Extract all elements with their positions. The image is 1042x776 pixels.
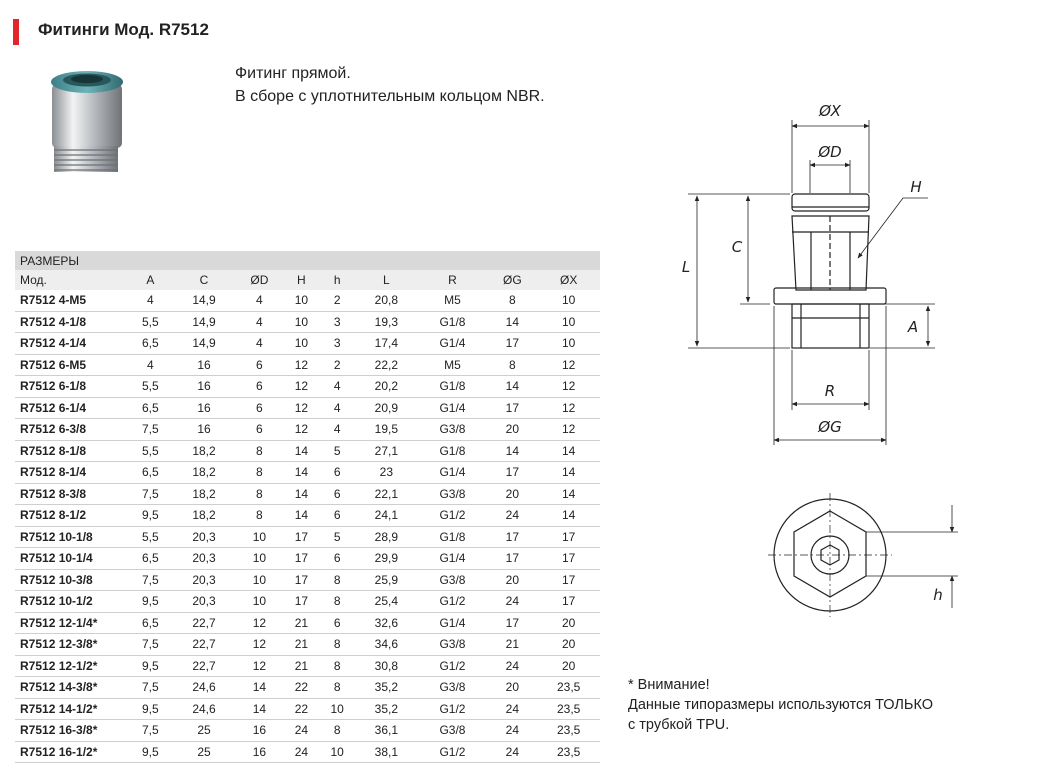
value-cell: G3/8: [418, 569, 488, 591]
value-cell: 12: [537, 397, 600, 419]
value-cell: G1/4: [418, 333, 488, 355]
value-cell: 6,5: [128, 612, 173, 634]
value-cell: 8: [319, 677, 355, 699]
value-cell: 14: [284, 440, 320, 462]
value-cell: 20: [537, 655, 600, 677]
value-cell: 10: [284, 333, 320, 355]
fitting-top-view: [768, 493, 892, 617]
model-cell: R7512 8-3/8: [15, 483, 128, 505]
value-cell: 12: [537, 354, 600, 376]
value-cell: 17: [537, 526, 600, 548]
value-cell: 5,5: [128, 526, 173, 548]
product-photo: [38, 62, 138, 182]
value-cell: G3/8: [418, 419, 488, 441]
value-cell: 5,5: [128, 376, 173, 398]
value-cell: 32,6: [355, 612, 418, 634]
value-cell: 16: [235, 720, 283, 742]
table-row: [15, 634, 600, 656]
value-cell: 8: [487, 290, 537, 311]
value-cell: 27,1: [355, 440, 418, 462]
value-cell: G1/2: [418, 698, 488, 720]
value-cell: 22,7: [173, 655, 236, 677]
value-cell: 30,8: [355, 655, 418, 677]
value-cell: 6: [235, 376, 283, 398]
table-row: [15, 548, 600, 570]
model-cell: R7512 6-1/4: [15, 397, 128, 419]
value-cell: 17: [537, 591, 600, 613]
value-cell: 12: [284, 397, 320, 419]
value-cell: 25,4: [355, 591, 418, 613]
note-line: с трубкой TPU.: [628, 717, 730, 733]
value-cell: 23,5: [537, 720, 600, 742]
value-cell: 12: [537, 419, 600, 441]
value-cell: 8: [319, 655, 355, 677]
label-l: L: [681, 258, 691, 276]
value-cell: 6: [319, 612, 355, 634]
value-cell: 17: [537, 548, 600, 570]
column-header: L: [355, 270, 418, 290]
label-h-small: h: [933, 586, 943, 604]
value-cell: 16: [235, 741, 283, 763]
value-cell: 4: [319, 397, 355, 419]
column-header: ØX: [537, 270, 600, 290]
table-row: [15, 354, 600, 376]
value-cell: 20,9: [355, 397, 418, 419]
value-cell: 18,2: [173, 462, 236, 484]
value-cell: 4: [235, 290, 283, 311]
value-cell: 10: [319, 698, 355, 720]
value-cell: 6: [319, 548, 355, 570]
label-x: ØX: [819, 102, 841, 120]
table-column-headers: [15, 270, 600, 290]
value-cell: 10: [284, 311, 320, 333]
value-cell: 14,9: [173, 290, 236, 311]
model-cell: R7512 12-3/8*: [15, 634, 128, 656]
value-cell: 14: [235, 698, 283, 720]
value-cell: 17: [537, 569, 600, 591]
value-cell: 14,9: [173, 311, 236, 333]
table-row: [15, 333, 600, 355]
value-cell: 4: [319, 419, 355, 441]
value-cell: 8: [319, 634, 355, 656]
model-cell: R7512 10-1/2: [15, 591, 128, 613]
value-cell: 21: [284, 655, 320, 677]
value-cell: 21: [284, 612, 320, 634]
table-body: [15, 290, 600, 763]
value-cell: 17: [487, 333, 537, 355]
value-cell: 7,5: [128, 419, 173, 441]
value-cell: 5,5: [128, 311, 173, 333]
value-cell: 20: [487, 569, 537, 591]
value-cell: 17,4: [355, 333, 418, 355]
value-cell: 14: [487, 311, 537, 333]
value-cell: 17: [487, 548, 537, 570]
value-cell: 34,6: [355, 634, 418, 656]
value-cell: 9,5: [128, 741, 173, 763]
value-cell: 24: [487, 505, 537, 527]
value-cell: 22,2: [355, 354, 418, 376]
table-row: [15, 698, 600, 720]
value-cell: G1/4: [418, 548, 488, 570]
value-cell: 20: [487, 483, 537, 505]
warning-note: [628, 675, 933, 735]
model-cell: R7512 4-1/4: [15, 333, 128, 355]
value-cell: 14: [537, 440, 600, 462]
value-cell: 8: [487, 354, 537, 376]
value-cell: G1/2: [418, 505, 488, 527]
column-header: H: [284, 270, 320, 290]
value-cell: G1/4: [418, 612, 488, 634]
table-row: [15, 483, 600, 505]
value-cell: 38,1: [355, 741, 418, 763]
value-cell: 20,3: [173, 526, 236, 548]
value-cell: 20,8: [355, 290, 418, 311]
value-cell: G1/2: [418, 741, 488, 763]
label-a: A: [907, 318, 919, 336]
table-row: [15, 612, 600, 634]
value-cell: 12: [235, 655, 283, 677]
value-cell: 8: [319, 591, 355, 613]
value-cell: 4: [235, 311, 283, 333]
column-header: A: [128, 270, 173, 290]
value-cell: 2: [319, 290, 355, 311]
value-cell: 20,3: [173, 548, 236, 570]
value-cell: G3/8: [418, 634, 488, 656]
product-description: [235, 62, 545, 108]
value-cell: 18,2: [173, 505, 236, 527]
value-cell: 17: [487, 462, 537, 484]
value-cell: 12: [284, 419, 320, 441]
model-cell: R7512 8-1/8: [15, 440, 128, 462]
value-cell: 23: [355, 462, 418, 484]
value-cell: 16: [173, 419, 236, 441]
value-cell: 25: [173, 720, 236, 742]
table-row: [15, 569, 600, 591]
value-cell: 24,6: [173, 698, 236, 720]
value-cell: 3: [319, 311, 355, 333]
value-cell: 17: [284, 526, 320, 548]
value-cell: 22,7: [173, 634, 236, 656]
value-cell: 8: [319, 569, 355, 591]
label-r: R: [824, 382, 836, 400]
value-cell: 22,1: [355, 483, 418, 505]
table-row: [15, 397, 600, 419]
value-cell: 8: [235, 462, 283, 484]
value-cell: 10: [319, 741, 355, 763]
table-row: [15, 720, 600, 742]
value-cell: 8: [235, 505, 283, 527]
label-h-hex: H: [910, 178, 922, 196]
value-cell: 7,5: [128, 569, 173, 591]
value-cell: 10: [235, 591, 283, 613]
value-cell: 10: [235, 569, 283, 591]
table-row: [15, 290, 600, 311]
value-cell: 22: [284, 677, 320, 699]
value-cell: 8: [235, 483, 283, 505]
model-cell: R7512 14-1/2*: [15, 698, 128, 720]
column-header: h: [319, 270, 355, 290]
value-cell: 14: [284, 505, 320, 527]
model-cell: R7512 6-M5: [15, 354, 128, 376]
value-cell: G1/8: [418, 376, 488, 398]
value-cell: 20,3: [173, 569, 236, 591]
drawing-labels: [682, 102, 943, 604]
value-cell: 2: [319, 354, 355, 376]
table-row: [15, 462, 600, 484]
value-cell: 20: [537, 612, 600, 634]
value-cell: 12: [284, 376, 320, 398]
note-line: * Внимание!: [628, 677, 710, 693]
value-cell: 6,5: [128, 462, 173, 484]
value-cell: G3/8: [418, 720, 488, 742]
value-cell: 10: [284, 290, 320, 311]
value-cell: 6: [319, 483, 355, 505]
table-row: [15, 419, 600, 441]
value-cell: G1/4: [418, 397, 488, 419]
column-header: ØD: [235, 270, 283, 290]
value-cell: 12: [235, 634, 283, 656]
value-cell: M5: [418, 354, 488, 376]
value-cell: 18,2: [173, 440, 236, 462]
model-cell: R7512 4-1/8: [15, 311, 128, 333]
value-cell: 35,2: [355, 698, 418, 720]
table-row: [15, 677, 600, 699]
value-cell: 9,5: [128, 505, 173, 527]
value-cell: G1/8: [418, 311, 488, 333]
model-cell: R7512 12-1/4*: [15, 612, 128, 634]
value-cell: 19,3: [355, 311, 418, 333]
value-cell: 14: [537, 483, 600, 505]
value-cell: 24: [487, 720, 537, 742]
value-cell: 7,5: [128, 677, 173, 699]
model-cell: R7512 10-1/4: [15, 548, 128, 570]
value-cell: 9,5: [128, 698, 173, 720]
value-cell: 10: [235, 548, 283, 570]
value-cell: 25,9: [355, 569, 418, 591]
model-cell: R7512 8-1/2: [15, 505, 128, 527]
model-cell: R7512 4-M5: [15, 290, 128, 311]
value-cell: 20,2: [355, 376, 418, 398]
value-cell: 4: [128, 354, 173, 376]
value-cell: 14: [487, 440, 537, 462]
value-cell: 23,5: [537, 677, 600, 699]
model-cell: R7512 10-3/8: [15, 569, 128, 591]
value-cell: 12: [235, 612, 283, 634]
value-cell: 6: [319, 505, 355, 527]
value-cell: 18,2: [173, 483, 236, 505]
table-section-header: [15, 251, 600, 270]
value-cell: 20: [487, 677, 537, 699]
table-row: [15, 505, 600, 527]
value-cell: 14: [537, 505, 600, 527]
value-cell: 9,5: [128, 591, 173, 613]
value-cell: 7,5: [128, 720, 173, 742]
model-cell: R7512 16-3/8*: [15, 720, 128, 742]
value-cell: M5: [418, 290, 488, 311]
value-cell: 6,5: [128, 397, 173, 419]
fitting-side-view: [774, 194, 886, 348]
value-cell: 10: [537, 333, 600, 355]
table-row: [15, 376, 600, 398]
value-cell: 5: [319, 526, 355, 548]
value-cell: 4: [128, 290, 173, 311]
value-cell: 24: [284, 720, 320, 742]
column-header: C: [173, 270, 236, 290]
value-cell: 9,5: [128, 655, 173, 677]
value-cell: 12: [284, 354, 320, 376]
value-cell: 17: [284, 569, 320, 591]
value-cell: 16: [173, 397, 236, 419]
value-cell: 8: [235, 440, 283, 462]
label-g: ØG: [818, 418, 842, 436]
value-cell: 16: [173, 354, 236, 376]
value-cell: 20,3: [173, 591, 236, 613]
value-cell: 17: [487, 397, 537, 419]
column-header: Мод.: [15, 270, 128, 290]
value-cell: 6: [235, 354, 283, 376]
value-cell: 22: [284, 698, 320, 720]
table-row: [15, 311, 600, 333]
accent-bar: [13, 19, 19, 45]
value-cell: 22,7: [173, 612, 236, 634]
value-cell: 24: [487, 591, 537, 613]
value-cell: 17: [284, 548, 320, 570]
value-cell: 19,5: [355, 419, 418, 441]
value-cell: G1/2: [418, 591, 488, 613]
column-header: R: [418, 270, 488, 290]
label-d: ØD: [818, 143, 842, 161]
value-cell: 24,6: [173, 677, 236, 699]
value-cell: 3: [319, 333, 355, 355]
table-row: [15, 526, 600, 548]
value-cell: 16: [173, 376, 236, 398]
value-cell: 24,1: [355, 505, 418, 527]
value-cell: 21: [284, 634, 320, 656]
value-cell: G1/8: [418, 526, 488, 548]
table-row: [15, 440, 600, 462]
value-cell: 14: [537, 462, 600, 484]
value-cell: 24: [284, 741, 320, 763]
value-cell: G3/8: [418, 677, 488, 699]
column-header: ØG: [487, 270, 537, 290]
value-cell: 4: [319, 376, 355, 398]
section-label: РАЗМЕРЫ: [15, 251, 600, 270]
description-line: В сборе с уплотнительным кольцом NBR.: [235, 88, 545, 105]
value-cell: 14,9: [173, 333, 236, 355]
value-cell: 6: [319, 462, 355, 484]
value-cell: 6: [235, 397, 283, 419]
value-cell: 17: [487, 612, 537, 634]
value-cell: 28,9: [355, 526, 418, 548]
value-cell: 10: [537, 290, 600, 311]
value-cell: 10: [235, 526, 283, 548]
model-cell: R7512 14-3/8*: [15, 677, 128, 699]
model-cell: R7512 10-1/8: [15, 526, 128, 548]
value-cell: G1/4: [418, 462, 488, 484]
value-cell: 14: [235, 677, 283, 699]
model-cell: R7512 12-1/2*: [15, 655, 128, 677]
dimensions-table: [15, 251, 600, 763]
value-cell: 17: [284, 591, 320, 613]
value-cell: G3/8: [418, 483, 488, 505]
value-cell: 5: [319, 440, 355, 462]
value-cell: 35,2: [355, 677, 418, 699]
value-cell: 6: [235, 419, 283, 441]
value-cell: 21: [487, 634, 537, 656]
value-cell: 25: [173, 741, 236, 763]
model-cell: R7512 6-1/8: [15, 376, 128, 398]
value-cell: 14: [284, 483, 320, 505]
value-cell: 14: [284, 462, 320, 484]
value-cell: 29,9: [355, 548, 418, 570]
value-cell: 8: [319, 720, 355, 742]
value-cell: 12: [537, 376, 600, 398]
value-cell: G1/8: [418, 440, 488, 462]
table-row: [15, 655, 600, 677]
hex-dimension: [866, 505, 958, 608]
description-line: Фитинг прямой.: [235, 65, 351, 82]
value-cell: 17: [487, 526, 537, 548]
value-cell: 6,5: [128, 548, 173, 570]
value-cell: 24: [487, 655, 537, 677]
value-cell: 7,5: [128, 483, 173, 505]
value-cell: 10: [537, 311, 600, 333]
table-row: [15, 591, 600, 613]
technical-drawing: [660, 90, 1020, 620]
value-cell: 23,5: [537, 698, 600, 720]
value-cell: 4: [235, 333, 283, 355]
table-row: [15, 741, 600, 763]
value-cell: 5,5: [128, 440, 173, 462]
value-cell: 20: [537, 634, 600, 656]
label-c: C: [731, 238, 743, 256]
value-cell: 24: [487, 741, 537, 763]
model-cell: R7512 6-3/8: [15, 419, 128, 441]
value-cell: 20: [487, 419, 537, 441]
value-cell: 14: [487, 376, 537, 398]
value-cell: 23,5: [537, 741, 600, 763]
model-cell: R7512 16-1/2*: [15, 741, 128, 763]
value-cell: 24: [487, 698, 537, 720]
value-cell: 7,5: [128, 634, 173, 656]
model-cell: R7512 8-1/4: [15, 462, 128, 484]
note-line: Данные типоразмеры используются ТОЛЬКО: [628, 697, 934, 713]
value-cell: 6,5: [128, 333, 173, 355]
value-cell: G1/2: [418, 655, 488, 677]
value-cell: 36,1: [355, 720, 418, 742]
page-title: Фитинги Мод. R7512: [38, 20, 209, 39]
